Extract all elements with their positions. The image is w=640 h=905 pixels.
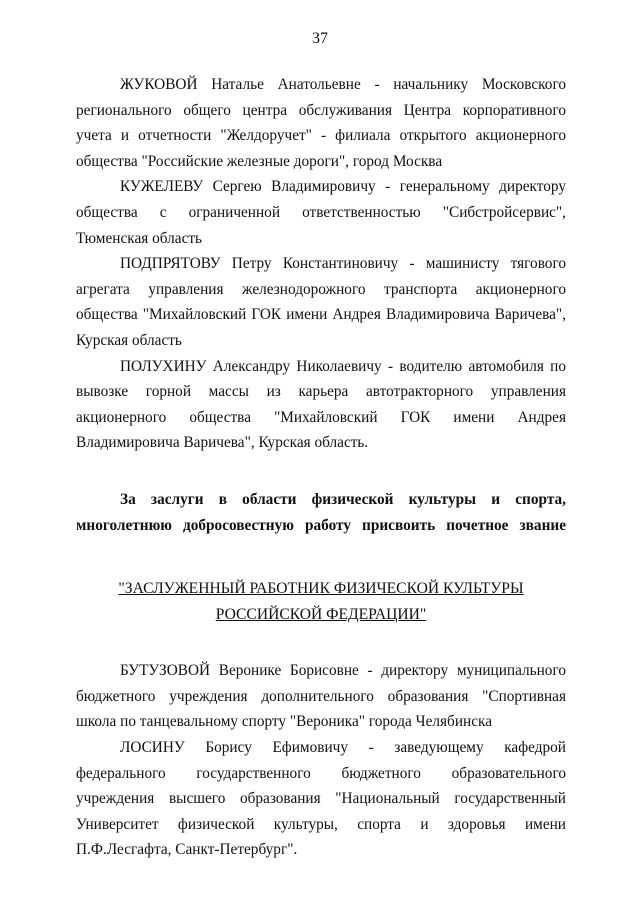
spacer — [76, 538, 566, 576]
award-entry-zhukova: ЖУКОВОЙ Наталье Анатольевне - начальнику Московского регионального общего центра обслуживания Центра корпоративного учета и отчетности "Желдоручет" - филиала открытого акционерного общества "Российские железные дороги", город Москва — [76, 76, 566, 170]
award-entry-butuzova: БУТУЗОВОЙ Веронике Борисовне - директору муниципального бюджетного учреждения дополнительного образования "Спортивная школа по танцевальному спорту "Вероника" города Челябинска — [76, 662, 566, 731]
document-body — [76, 72, 566, 863]
spacer — [76, 456, 566, 487]
spacer — [76, 627, 566, 658]
page-number: 37 — [312, 30, 328, 47]
award-entry-podpryatov: ПОДПРЯТОВУ Петру Константиновичу - машинисту тягового агрегата управления железнодорожного транспорта акционерного общества "Михайловский ГОК имени Андрея Владимировича Варичева", Курская область — [76, 255, 566, 349]
honorary-title-line-2: РОССИЙСКОЙ ФЕДЕРАЦИИ" — [215, 605, 427, 623]
section-intro: За заслуги в области физической культуры и спорта, многолетнюю добросовестную работу присвоить почетное звание — [76, 490, 566, 534]
honorary-title — [76, 576, 566, 627]
award-entry-kuzhelev: КУЖЕЛЕВУ Сергею Владимировичу - генеральному директору общества с ограниченной ответственностью "Сибстройсервис", Тюменская область — [76, 178, 566, 247]
award-entry-polukhin: ПОЛУХИНУ Александру Николаевичу - водителю автомобиля по вывозке горной массы из карьера автотракторного управления акционерного общества "Михайловский ГОК имени Андрея Владимировича Варичева", Курская область. — [76, 357, 566, 452]
honorary-title-line-1: "ЗАСЛУЖЕННЫЙ РАБОТНИК ФИЗИЧЕСКОЙ КУЛЬТУРЫ — [118, 580, 524, 598]
award-entry-losin: ЛОСИНУ Борису Ефимовичу - заведующему кафедрой федерального государственного бюджетного образовательного учреждения высшего образования "Национальный государственный Университет физической культуры, спорта и здоровья имени П.Ф.Лесгафта, Санкт-Петербург". — [76, 739, 566, 859]
